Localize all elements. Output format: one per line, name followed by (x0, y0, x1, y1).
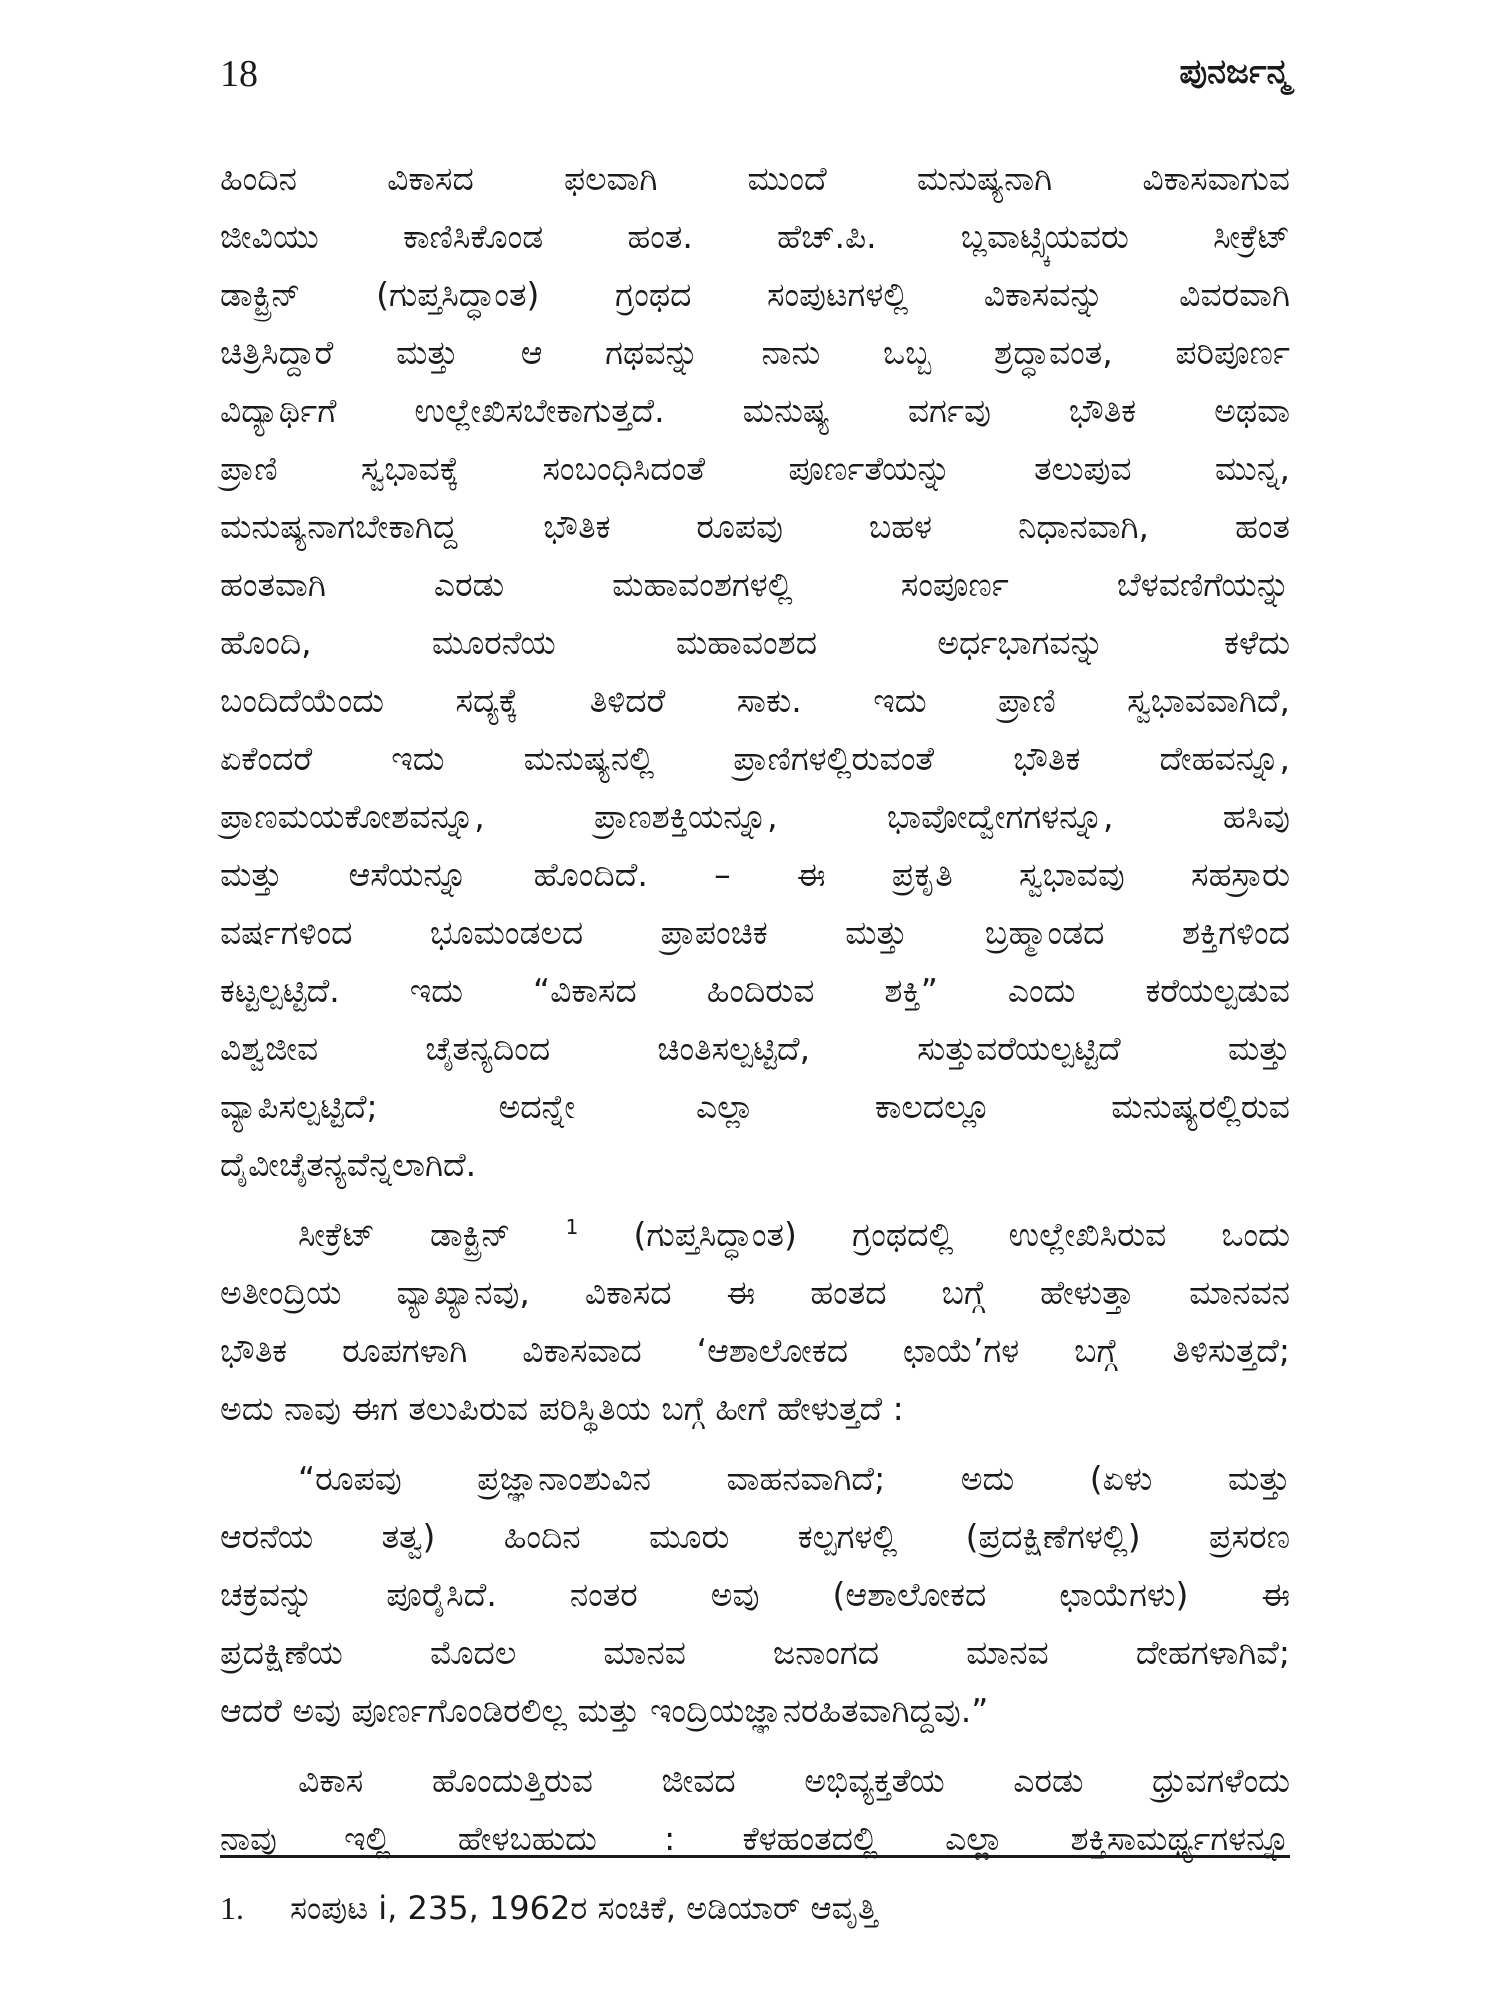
text-line: ಪ್ರಾಣಮಯಕೋಶವನ್ನೂ, ಪ್ರಾಣಶಕ್ತಿಯನ್ನೂ, ಭಾವೋದ್ವೇಗಗಳನ್ನೂ, ಹಸಿವು (220, 797, 1290, 836)
footnote-divider (220, 1855, 1290, 1858)
footnote-text: ಸಂಪುಟ i, 235, 1962ರ ಸಂಚಿಕೆ, ಅಡಿಯಾರ್ ಆವೃತ್ತಿ (290, 1889, 878, 1927)
text-line: ಹಂತವಾಗಿ ಎರಡು ಮಹಾವಂಶಗಳಲ್ಲಿ ಸಂಪೂರ್ಣ ಬೆಳವಣಿಗೆಯನ್ನು (220, 565, 1290, 604)
text-line: ಜೀವಿಯು ಕಾಣಿಸಿಕೊಂಡ ಹಂತ. ಹೆಚ್.ಪಿ. ಬ್ಲವಾಟ್ಸ್ಕಿಯವರು ಸೀಕ್ರೆಟ್ (220, 217, 1290, 256)
text-line: ಕಟ್ಟಲ್ಪಟ್ಟಿದೆ. ಇದು “ವಿಕಾಸದ ಹಿಂದಿರುವ ಶಕ್ತಿ” ಎಂದು ಕರೆಯಲ್ಪಡುವ (220, 971, 1290, 1010)
page-number: 18 (220, 53, 258, 95)
paragraph-2 (220, 1206, 1290, 1438)
text-line: ಆರನೆಯ ತತ್ವ) ಹಿಂದಿನ ಮೂರು ಕಲ್ಪಗಳಲ್ಲಿ (ಪ್ರದಕ್ಷಿಣೆಗಳಲ್ಲಿ) ಪ್ರಸರಣ (220, 1517, 1290, 1556)
page-header (220, 52, 1290, 112)
body-text (220, 150, 1290, 1880)
paragraph-4 (220, 1752, 1290, 1868)
text-line (220, 1206, 1290, 1264)
text-line: ಮನುಷ್ಯನಾಗಬೇಕಾಗಿದ್ದ ಭೌತಿಕ ರೂಪವು ಬಹಳ ನಿಧಾನವಾಗಿ, ಹಂತ (220, 507, 1290, 546)
text-line: ನಾವು ಇಲ್ಲಿ ಹೇಳಬಹುದು : ಕೆಳಹಂತದಲ್ಲಿ ಎಲ್ಲಾ ಶಕ್ತಿಸಾಮರ್ಥ್ಯಗಳನ್ನೂ (220, 1819, 1290, 1858)
footnote-number: 1. (220, 1890, 244, 1926)
text-line: ಆದರೆ ಅವು ಪೂರ್ಣಗೊಂಡಿರಲಿಲ್ಲ ಮತ್ತು ಇಂದ್ರಿಯಜ್ಞಾನರಹಿತವಾಗಿದ್ದವು.” (220, 1691, 989, 1730)
text-line: ಅತೀಂದ್ರಿಯ ವ್ಯಾಖ್ಯಾನವು, ವಿಕಾಸದ ಈ ಹಂತದ ಬಗ್ಗೆ ಹೇಳುತ್ತಾ ಮಾನವನ (220, 1273, 1290, 1312)
text-line: ವ್ಯಾಪಿಸಲ್ಪಟ್ಟಿದೆ; ಅದನ್ನೇ ಎಲ್ಲಾ ಕಾಲದಲ್ಲೂ ಮನುಷ್ಯರಲ್ಲಿರುವ (220, 1087, 1290, 1126)
text-line: ಪ್ರದಕ್ಷಿಣೆಯ ಮೊದಲ ಮಾನವ ಜನಾಂಗದ ಮಾನವ ದೇಹಗಳಾಗಿವೆ; (220, 1633, 1290, 1672)
text-line: ಹಿಂದಿನ ವಿಕಾಸದ ಫಲವಾಗಿ ಮುಂದೆ ಮನುಷ್ಯನಾಗಿ ವಿಕಾಸವಾಗುವ (220, 159, 1290, 198)
text-line: ಏಕೆಂದರೆ ಇದು ಮನುಷ್ಯನಲ್ಲಿ ಪ್ರಾಣಿಗಳಲ್ಲಿರುವಂತೆ ಭೌತಿಕ ದೇಹವನ್ನೂ, (220, 739, 1290, 778)
text-fragment: ಸೀಕ್ರೆಟ್ ಡಾಕ್ಟ್ರಿನ್ (298, 1215, 511, 1254)
text-line: ಡಾಕ್ಟ್ರಿನ್ (ಗುಪ್ತಸಿದ್ಧಾಂತ) ಗ್ರಂಥದ ಸಂಪುಟಗಳಲ್ಲಿ ವಿಕಾಸವನ್ನು ವಿವರವಾಗಿ (220, 275, 1290, 314)
text-line: ಚಕ್ರವನ್ನು ಪೂರೈಸಿದೆ. ನಂತರ ಅವು (ಆಶಾಲೋಕದ ಛಾಯೆಗಳು) ಈ (220, 1575, 1290, 1614)
text-line: ಬಂದಿದೆಯೆಂದು ಸದ್ಯಕ್ಕೆ ತಿಳಿದರೆ ಸಾಕು. ಇದು ಪ್ರಾಣಿ ಸ್ವಭಾವವಾಗಿದೆ, (220, 681, 1290, 720)
text-line: ದೈವೀಚೈತನ್ಯವೆನ್ನಲಾಗಿದೆ. (220, 1145, 477, 1184)
quotation (220, 1450, 1290, 1740)
text-line: ಪ್ರಾಣಿ ಸ್ವಭಾವಕ್ಕೆ ಸಂಬಂಧಿಸಿದಂತೆ ಪೂರ್ಣತೆಯನ್ನು ತಲುಪುವ ಮುನ್ನ, (220, 449, 1290, 488)
footnote-marker: 1 (565, 1215, 579, 1239)
text-line: ವರ್ಷಗಳಿಂದ ಭೂಮಂಡಲದ ಪ್ರಾಪಂಚಿಕ ಮತ್ತು ಬ್ರಹ್ಮಾಂಡದ ಶಕ್ತಿಗಳಿಂದ (220, 913, 1290, 952)
running-title: ಪುನರ್ಜನ್ಮ (1179, 52, 1290, 92)
text-line: ಚಿತ್ರಿಸಿದ್ದಾರೆ ಮತ್ತು ಆ ಗಥವನ್ನು ನಾನು ಒಬ್ಬ ಶ್ರದ್ಧಾವಂತ, ಪರಿಪೂರ್ಣ (220, 333, 1290, 372)
text-line: ಮತ್ತು ಆಸೆಯನ್ನೂ ಹೊಂದಿದೆ. – ಈ ಪ್ರಕೃತಿ ಸ್ವಭಾವವು ಸಹಸ್ರಾರು (220, 855, 1290, 894)
text-line: ವಿದ್ಯಾರ್ಥಿಗೆ ಉಲ್ಲೇಖಿಸಬೇಕಾಗುತ್ತದೆ. ಮನುಷ್ಯ ವರ್ಗವು ಭೌತಿಕ ಅಥವಾ (220, 391, 1290, 430)
text-line: ಭೌತಿಕ ರೂಪಗಳಾಗಿ ವಿಕಾಸವಾದ ‘ಆಶಾಲೋಕದ ಛಾಯೆ’ಗಳ ಬಗ್ಗೆ ತಿಳಿಸುತ್ತದೆ; (220, 1331, 1290, 1370)
text-line: ಹೊಂದಿ, ಮೂರನೆಯ ಮಹಾವಂಶದ ಅರ್ಧಭಾಗವನ್ನು ಕಳೆದು (220, 623, 1290, 662)
text-line: “ರೂಪವು ಪ್ರಜ್ಞಾನಾಂಶುವಿನ ವಾಹನವಾಗಿದೆ; ಅದು (ಏಳು ಮತ್ತು (298, 1459, 1290, 1498)
paragraph-1 (220, 150, 1290, 1194)
text-line: ವಿಶ್ವಜೀವ ಚೈತನ್ಯದಿಂದ ಚಿಂತಿಸಲ್ಪಟ್ಟಿದೆ, ಸುತ್ತುವರೆಯಲ್ಪಟ್ಟಿದೆ ಮತ್ತು (220, 1029, 1290, 1068)
text-fragment: (ಗುಪ್ತಸಿದ್ಧಾಂತ) ಗ್ರಂಥದಲ್ಲಿ ಉಲ್ಲೇಖಿಸಿರುವ ಒಂದು (633, 1215, 1290, 1254)
footnote (220, 1880, 1290, 1936)
text-line: ವಿಕಾಸ ಹೊಂದುತ್ತಿರುವ ಜೀವದ ಅಭಿವ್ಯಕ್ತತೆಯ ಎರಡು ಧ್ರುವಗಳೆಂದು (298, 1761, 1290, 1800)
text-line: ಅದು ನಾವು ಈಗ ತಲುಪಿರುವ ಪರಿಸ್ಥಿತಿಯ ಬಗ್ಗೆ ಹೀಗೆ ಹೇಳುತ್ತದೆ : (220, 1389, 904, 1428)
